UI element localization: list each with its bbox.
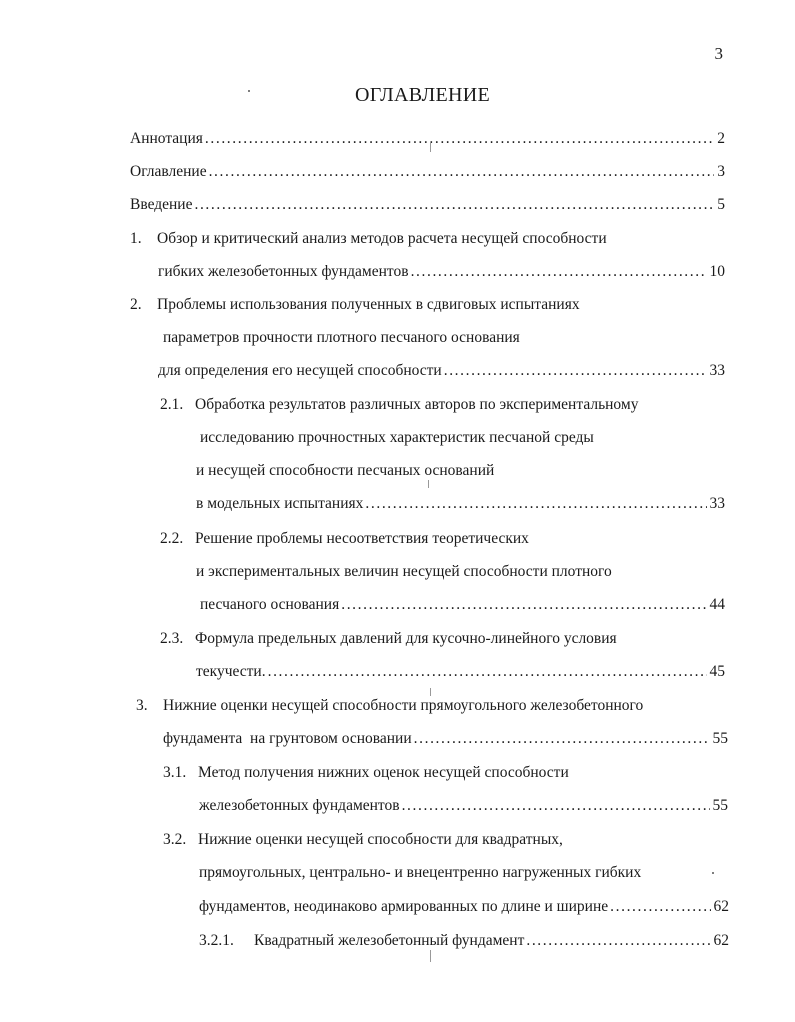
- toc-entry-contents[interactable]: [130, 161, 725, 183]
- toc-page-number: 5: [717, 196, 725, 213]
- toc-page-number: 33: [709, 495, 725, 512]
- scan-fold-mark: [430, 142, 431, 152]
- toc-entry-text: железобетонных фундаментов: [199, 797, 400, 814]
- toc-entry-text: Нижние оценки несущей способности для квадратных,: [198, 831, 563, 848]
- toc-entry-number: 3.1.: [163, 764, 187, 781]
- toc-entry-2-2-line-2: [196, 561, 716, 583]
- toc-entry-text: параметров прочности плотного песчаного основания: [163, 329, 520, 346]
- toc-entry-text: Обзор и критический анализ методов расчета несущей способности: [157, 230, 607, 247]
- page-title: ОГЛАВЛЕНИЕ: [355, 84, 490, 106]
- toc-leader-dots: [414, 728, 710, 750]
- toc-entry-text: фундаментов, неодинаково армированных по длине и ширине: [199, 898, 609, 915]
- toc-entry-3-line-2[interactable]: [163, 728, 728, 750]
- toc-leader-dots: [365, 493, 706, 515]
- toc-leader-dots: [610, 896, 710, 918]
- toc-entry-number: 2.3.: [160, 630, 184, 647]
- scan-fold-mark: [430, 950, 431, 962]
- toc-entry-3-2-line-1[interactable]: [163, 829, 728, 851]
- toc-entry-introduction[interactable]: [130, 194, 725, 216]
- toc-entry-2-1-line-3: [196, 460, 716, 482]
- toc-entry-3-1-line-2[interactable]: [199, 795, 728, 817]
- toc-page-number: 3: [717, 163, 725, 180]
- toc-entry-2-2-line-3[interactable]: [200, 594, 725, 616]
- toc-entry-3-line-1[interactable]: [136, 695, 726, 717]
- toc-entry-number: 2.1.: [160, 396, 184, 413]
- toc-entry-text: для определения его несущей способности: [158, 362, 442, 379]
- toc-leader-dots: [402, 795, 710, 817]
- toc-entry-2-1-line-1[interactable]: [160, 394, 725, 416]
- toc-page-number: 62: [713, 932, 729, 949]
- toc-entry-2-line-2: [163, 327, 723, 349]
- toc-leader-dots: [341, 594, 706, 616]
- toc-entry-text: Нижние оценки несущей способности прямоугольного железобетонного: [163, 697, 644, 714]
- toc-page-number: 62: [713, 898, 729, 915]
- scan-speck: [248, 90, 250, 92]
- toc-entry-text: Решение проблемы несоответствия теоретических: [195, 530, 529, 547]
- toc-entry-text: прямоугольных, центрально- и внецентренно нагруженных гибких: [199, 864, 642, 881]
- toc-entry-text: Оглавление: [130, 163, 207, 180]
- toc-entry-text: Квадратный железобетонный фундамент: [254, 932, 525, 949]
- toc-entry-1-line-2[interactable]: [158, 261, 725, 283]
- toc-entry-2-2-line-1[interactable]: [160, 528, 725, 550]
- scan-fold-mark: [428, 480, 429, 488]
- toc-entry-2-3-line-1[interactable]: [160, 628, 725, 650]
- toc-entry-text: Обработка результатов различных авторов по экспериментальному: [195, 396, 639, 413]
- toc-entry-text: Формула предельных давлений для кусочно-линейного условия: [195, 630, 617, 647]
- scan-fold-mark: [430, 688, 431, 696]
- toc-entry-2-line-3[interactable]: [158, 360, 725, 382]
- page-number: 3: [714, 44, 723, 63]
- toc-entry-text: гибких железобетонных фундаментов: [158, 263, 409, 280]
- toc-entry-number: 2.2.: [160, 530, 184, 547]
- toc-entry-text: и экспериментальных величин несущей способности плотного: [196, 563, 612, 580]
- toc-entry-text: Проблемы использования полученных в сдвиговых испытаниях: [157, 296, 580, 313]
- toc-leader-dots: [194, 194, 714, 216]
- toc-entry-2-1-line-4[interactable]: [196, 493, 725, 515]
- toc-entry-text: исследованию прочностных характеристик песчаной среды: [200, 429, 594, 446]
- toc-entry-text: песчаного основания: [200, 596, 340, 613]
- toc-page-number: 55: [712, 797, 728, 814]
- toc-entry-text: и несущей способности песчаных оснований: [196, 462, 495, 479]
- toc-entry-3-2-1[interactable]: [199, 930, 729, 952]
- toc-entry-1-line-1[interactable]: [130, 228, 725, 250]
- toc-entry-text: Метод получения нижних оценок несущей способности: [198, 764, 569, 781]
- toc-leader-dots: [526, 930, 710, 952]
- toc-leader-dots: [268, 661, 707, 683]
- toc-entry-number: 1.: [130, 230, 142, 247]
- toc-entry-text: в модельных испытаниях: [196, 495, 364, 512]
- toc-entry-3-2-line-2: [199, 862, 719, 884]
- toc-entry-number: 3.2.1.: [199, 932, 234, 949]
- toc-page-number: 10: [709, 263, 725, 280]
- toc-page-number: 55: [712, 730, 728, 747]
- toc-page-number: 45: [709, 663, 725, 680]
- toc-leader-dots: [411, 261, 707, 283]
- toc-entry-text: текучести.: [196, 663, 266, 680]
- toc-entry-3-1-line-1[interactable]: [163, 762, 728, 784]
- toc-entry-annotation[interactable]: [130, 128, 725, 150]
- toc-entry-2-line-1[interactable]: [130, 294, 725, 316]
- toc-leader-dots: [209, 161, 715, 183]
- toc-entry-3-2-line-3[interactable]: [199, 896, 729, 918]
- toc-entry-2-3-line-2[interactable]: [196, 661, 725, 683]
- toc-entry-number: 3.: [136, 697, 148, 714]
- toc-entry-text: Аннотация: [130, 130, 203, 147]
- toc-entry-number: 3.2.: [163, 831, 187, 848]
- toc-entry-2-1-line-2: [200, 427, 720, 449]
- toc-page-number: 2: [717, 130, 725, 147]
- toc-entry-number: 2.: [130, 296, 142, 313]
- toc-leader-dots: [444, 360, 707, 382]
- toc-page-number: 44: [709, 596, 725, 613]
- toc-entry-text: фундамента на грунтовом основании: [163, 730, 412, 747]
- toc-leader-dots: [205, 128, 714, 150]
- scan-speck: [712, 872, 714, 874]
- toc-page-number: 33: [709, 362, 725, 379]
- toc-entry-text: Введение: [130, 196, 193, 213]
